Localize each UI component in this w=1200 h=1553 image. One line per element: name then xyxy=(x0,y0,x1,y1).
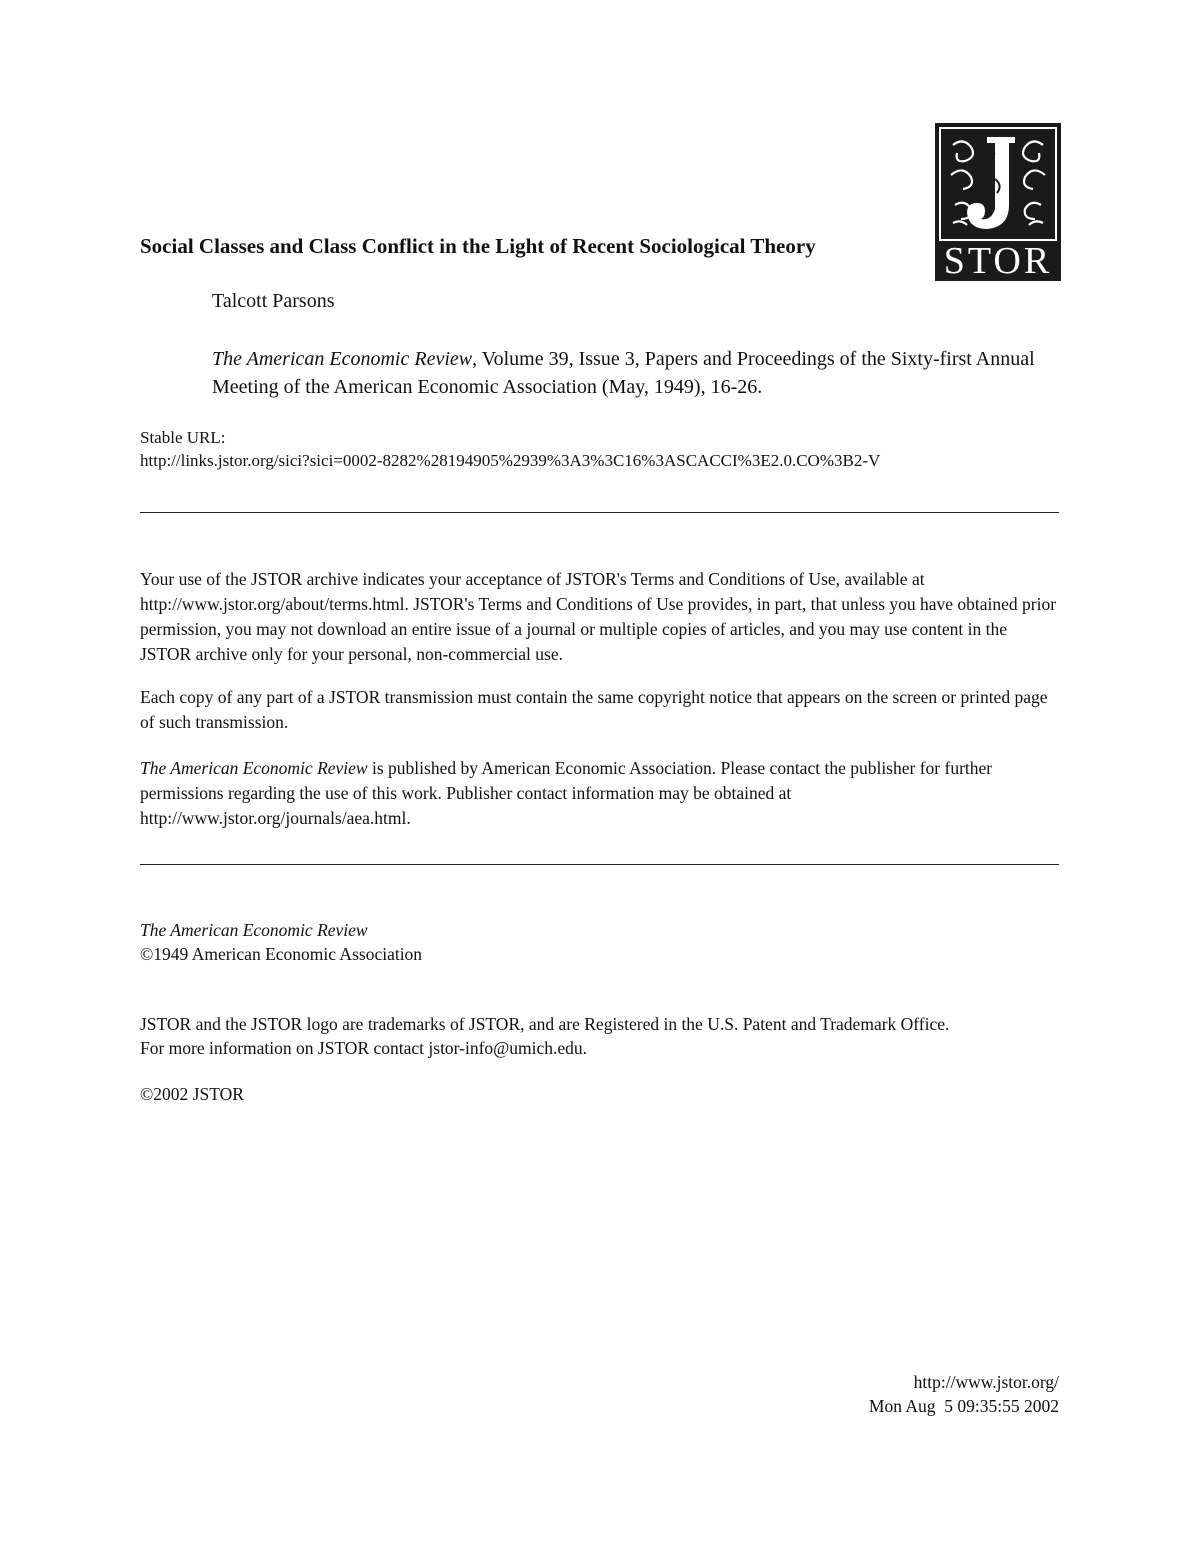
jstor-site-url[interactable]: http://www.jstor.org/ xyxy=(913,1372,1059,1392)
citation-details: , Volume 39, Issue 3, Papers and Proceedings of the Sixty-first Annual Meeting of the American Economic Association (May, 1949), 16-26. xyxy=(212,348,1035,398)
stable-url-link[interactable]: http://links.jstor.org/sici?sici=0002-8282%28194905%2939%3A3%3C16%3ASCACCI%3E2.0.CO%3B2-V xyxy=(140,451,881,470)
footer-journal: The American Economic Review xyxy=(140,920,368,940)
divider-bottom xyxy=(140,864,1059,865)
article-title: Social Classes and Class Conflict in the Light of Recent Sociological Theory xyxy=(140,234,816,258)
stable-url-label: Stable URL: xyxy=(140,428,226,447)
jstor-logo-text: STOR xyxy=(943,240,1053,282)
article-author: Talcott Parsons xyxy=(212,290,335,312)
terms-paragraph-3 xyxy=(140,756,1060,831)
trademark-line-2: For more information on JSTOR contact jstor-info@umich.edu. xyxy=(140,1038,588,1058)
jstor-logo xyxy=(935,123,1061,281)
terms-paragraph-3-text: is published by American Economic Association. Please contact the publisher for further permissions regarding the use of this work. Publisher contact information may be obtained at http://www.jstor.org/journals/aea.html. xyxy=(140,758,993,828)
footer-copyright: ©1949 American Economic Association xyxy=(140,944,423,964)
jstor-copyright: ©2002 JSTOR xyxy=(140,1084,244,1104)
citation xyxy=(212,345,1072,401)
terms-paragraph-1: Your use of the JSTOR archive indicates your acceptance of JSTOR's Terms and Conditions of Use, available at http://www.jstor.org/about/terms.html. JSTOR's Terms and Conditions of Use provides, in part, that unless you have obtained prior permission, you may not download an entire issue of a journal or multiple copies of articles, and you may use content in the JSTOR archive only for your personal, non-commercial use. xyxy=(140,569,1057,664)
download-timestamp: Mon Aug 5 09:35:55 2002 xyxy=(868,1396,1059,1416)
terms-paragraph-2: Each copy of any part of a JSTOR transmission must contain the same copyright notice that appears on the screen or printed page of such transmission. xyxy=(140,687,1048,732)
divider-top xyxy=(140,512,1059,513)
terms-paragraph-3-journal: The American Economic Review xyxy=(140,758,368,778)
trademark-line-1: JSTOR and the JSTOR logo are trademarks of JSTOR, and are Registered in the U.S. Patent and Trademark Office. xyxy=(140,1014,950,1034)
citation-journal: The American Economic Review xyxy=(212,348,473,370)
